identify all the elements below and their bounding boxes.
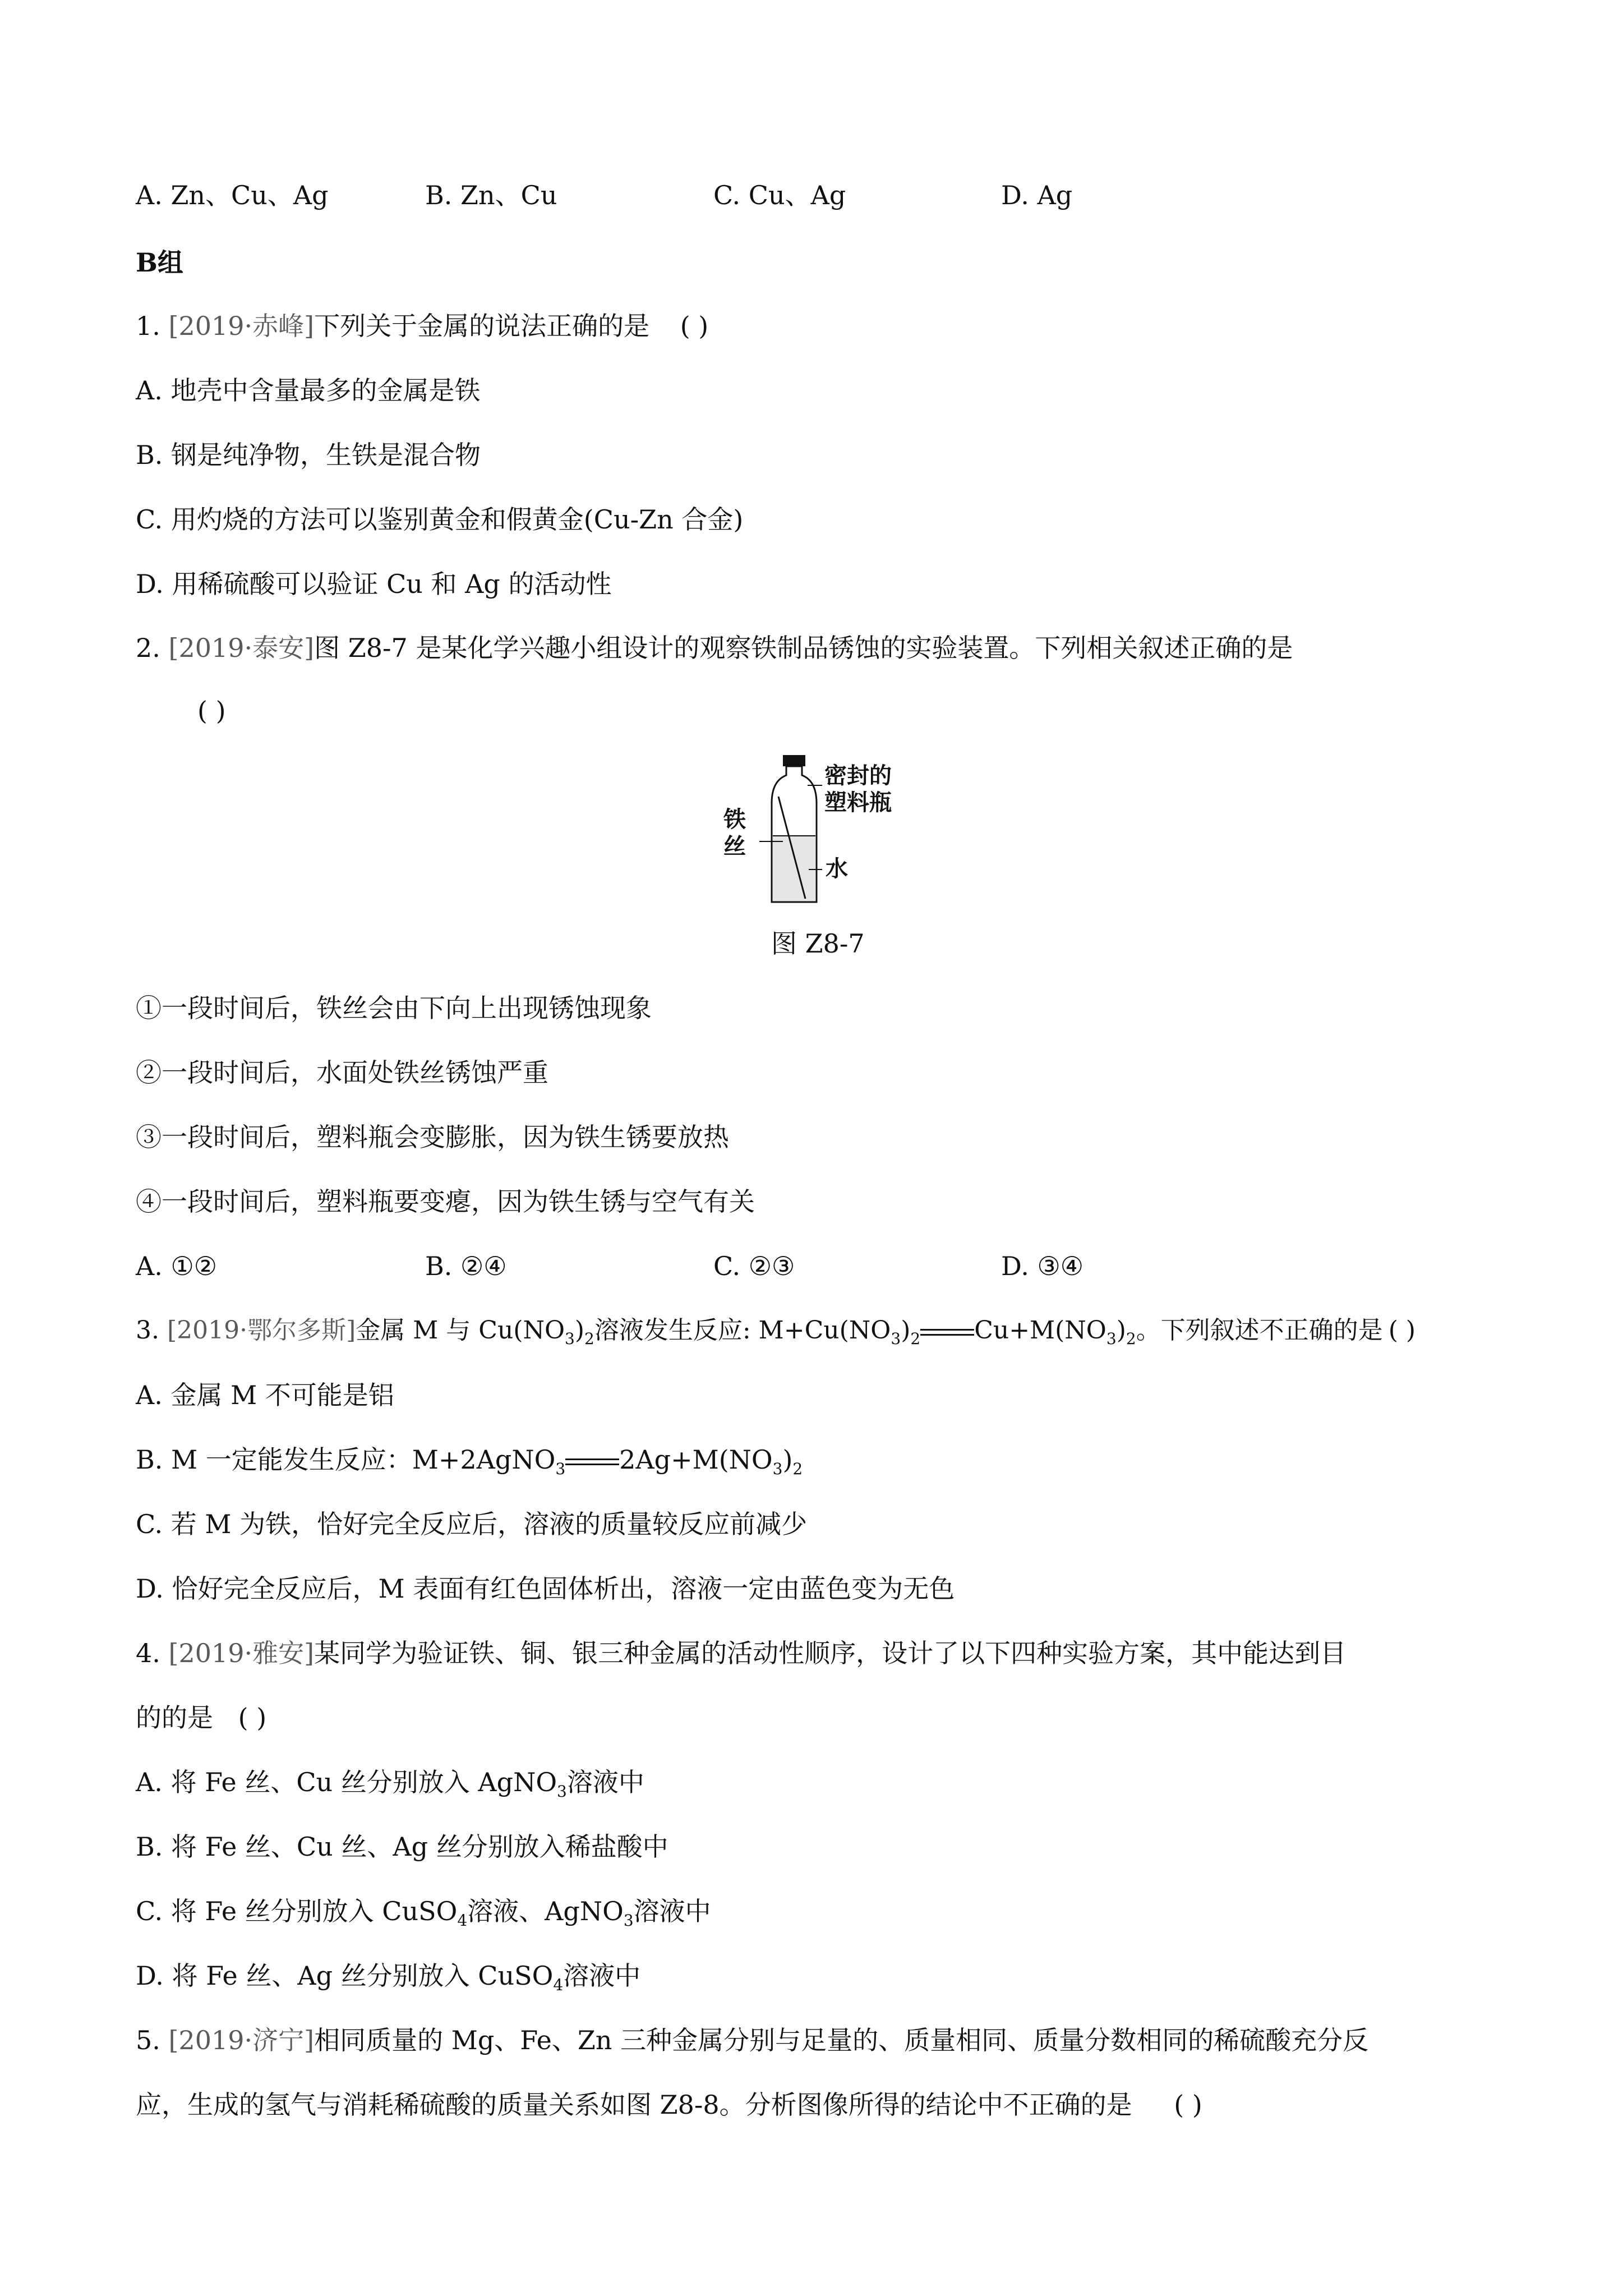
- subscript: 2: [910, 1329, 921, 1348]
- top-option-c: C. Cu、Ag: [713, 180, 846, 210]
- water-region: [773, 836, 815, 901]
- q1-option-c: C. 用灼烧的方法可以鉴别黄金和假黄金(Cu-Zn 合金): [136, 504, 744, 535]
- subscript: 4: [553, 1976, 564, 1994]
- q3-option-d: D. 恰好完全反应后，M 表面有红色固体析出，溶液一定由蓝色变为无色: [136, 1573, 955, 1604]
- question-text: ): [574, 1316, 585, 1345]
- option-text: 溶液中: [633, 1896, 711, 1926]
- question-source: [2019·济宁]: [168, 2025, 315, 2055]
- answer-blank: ( ): [1174, 2090, 1202, 2120]
- answer-blank: ( ): [1388, 1316, 1416, 1345]
- q1-option-d: D. 用稀硫酸可以验证 Cu 和 Ag 的活动性: [136, 569, 612, 599]
- subscript: 3: [891, 1329, 901, 1348]
- question-4-stem-cont: [136, 1701, 266, 1734]
- option-text: 溶液、AgNO: [467, 1896, 624, 1926]
- q1-option-b: B. 钢是纯净物，生铁是混合物: [136, 440, 481, 470]
- question-source: [2019·雅安]: [168, 1638, 315, 1668]
- statement-2: ②一段时间后，水面处铁丝锈蚀严重: [136, 1057, 548, 1088]
- question-source: [2019·泰安]: [168, 633, 315, 663]
- answer-blank: ( ): [238, 1703, 267, 1733]
- bottle-cap: [783, 755, 805, 766]
- question-source: [2019·赤峰]: [168, 311, 315, 341]
- statement-3: ③一段时间后，塑料瓶会变膨胀，因为铁生锈要放热: [136, 1122, 729, 1152]
- question-5-stem-cont: [136, 2088, 1202, 2122]
- subscript: 3: [557, 1782, 567, 1801]
- question-text: 的的是: [136, 1703, 213, 1733]
- subscript: 3: [565, 1329, 575, 1348]
- question-source: [2019·鄂尔多斯]: [167, 1316, 356, 1345]
- question-number: 4.: [136, 1638, 160, 1668]
- question-5-stem: [136, 2023, 1368, 2057]
- equals-sign: [565, 1456, 619, 1467]
- rust-experiment-figure: [723, 752, 925, 909]
- option-text: 溶液中: [566, 1767, 644, 1797]
- question-number: 2.: [136, 633, 160, 663]
- option-text: 溶液中: [563, 1961, 641, 1991]
- q3-option-b: [136, 1443, 803, 1476]
- question-text: Cu+M(NO: [974, 1316, 1106, 1345]
- q3-option-a: A. 金属 M 不可能是铝: [136, 1380, 394, 1410]
- question-text: 应，生成的氢气与消耗稀硫酸的质量关系如图 Z8-8。分析图像所得的结论中不正确的是: [136, 2090, 1132, 2120]
- option-text: ): [782, 1444, 793, 1475]
- question-text: 下列关于金属的说法正确的是: [314, 311, 650, 341]
- question-2-stem: [136, 631, 1293, 665]
- question-text: ): [1116, 1316, 1126, 1345]
- subscript: 4: [457, 1911, 468, 1930]
- question-text: 相同质量的 Mg、Fe、Zn 三种金属分别与足量的、质量相同、质量分数相同的稀硫酸充分反: [314, 2025, 1369, 2055]
- q2-option-d: D. ③④: [1001, 1251, 1083, 1281]
- q3-option-c: C. 若 M 为铁，恰好完全反应后，溶液的质量较反应前减少: [136, 1509, 808, 1539]
- q2-option-c: C. ②③: [713, 1251, 795, 1281]
- question-number: 5.: [136, 2025, 160, 2055]
- q4-option-b: B. 将 Fe 丝、Cu 丝、Ag 丝分别放入稀盐酸中: [136, 1832, 668, 1862]
- option-text: D. 将 Fe 丝、Ag 丝分别放入 CuSO: [136, 1961, 554, 1991]
- question-3-stem: [136, 1314, 1415, 1347]
- subscript: 2: [1126, 1329, 1136, 1348]
- subscript: 3: [772, 1460, 783, 1478]
- statement-1: ①一段时间后，铁丝会由下向上出现锈蚀现象: [136, 993, 652, 1023]
- question-text: 。下列叙述不正确的是: [1136, 1316, 1383, 1345]
- top-option-d: D. Ag: [1001, 180, 1073, 210]
- question-text: ): [901, 1316, 911, 1345]
- subscript: 3: [555, 1460, 566, 1478]
- label-water: 水: [826, 856, 848, 882]
- option-text: B. M 一定能发生反应：M+2AgNO: [136, 1444, 556, 1475]
- question-number: 3.: [136, 1316, 159, 1345]
- q4-option-c: [136, 1894, 711, 1928]
- subscript: 3: [623, 1911, 634, 1930]
- subscript: 2: [584, 1329, 594, 1348]
- q4-option-d: [136, 1959, 640, 1993]
- label-wire-line1: 铁: [723, 807, 746, 832]
- label-wire-line2: 丝: [723, 834, 746, 859]
- question-text: 溶液发生反应: M+Cu(NO: [594, 1316, 891, 1345]
- question-4-stem: [136, 1636, 1346, 1670]
- q2-option-a: A. ①②: [136, 1251, 217, 1281]
- answer-blank: ( ): [197, 696, 226, 726]
- q1-option-a: A. 地壳中含量最多的金属是铁: [136, 375, 481, 406]
- q4-option-a: [136, 1765, 644, 1799]
- q2-option-b: B. ②④: [425, 1251, 507, 1281]
- figure-caption: 图 Z8-7: [771, 928, 865, 959]
- top-option-b: B. Zn、Cu: [425, 180, 557, 210]
- question-1-stem: [136, 309, 708, 343]
- option-text: C. 将 Fe 丝分别放入 CuSO: [136, 1896, 458, 1926]
- question-text: 某同学为验证铁、铜、银三种金属的活动性顺序，设计了以下四种实验方案，其中能达到目: [314, 1638, 1347, 1668]
- label-bottle-line1: 密封的: [824, 763, 892, 789]
- option-text: A. 将 Fe 丝、Cu 丝分别放入 AgNO: [136, 1767, 557, 1797]
- question-text: 金属 M 与 Cu(NO: [356, 1316, 565, 1345]
- label-bottle-line2: 塑料瓶: [824, 790, 892, 816]
- subscript: 2: [792, 1460, 803, 1478]
- answer-blank: ( ): [680, 311, 709, 341]
- option-text: 2Ag+M(NO: [619, 1444, 773, 1475]
- subscript: 3: [1106, 1329, 1117, 1348]
- question-number: 1.: [136, 311, 160, 341]
- statement-4: ④一段时间后，塑料瓶要变瘪，因为铁生锈与空气有关: [136, 1186, 755, 1217]
- group-title: B组: [136, 247, 183, 278]
- question-text: 图 Z8-7 是某化学兴趣小组设计的观察铁制品锈蚀的实验装置。下列相关叙述正确的是: [314, 633, 1293, 663]
- equals-sign: [920, 1327, 974, 1338]
- top-option-a: A. Zn、Cu、Ag: [136, 180, 329, 210]
